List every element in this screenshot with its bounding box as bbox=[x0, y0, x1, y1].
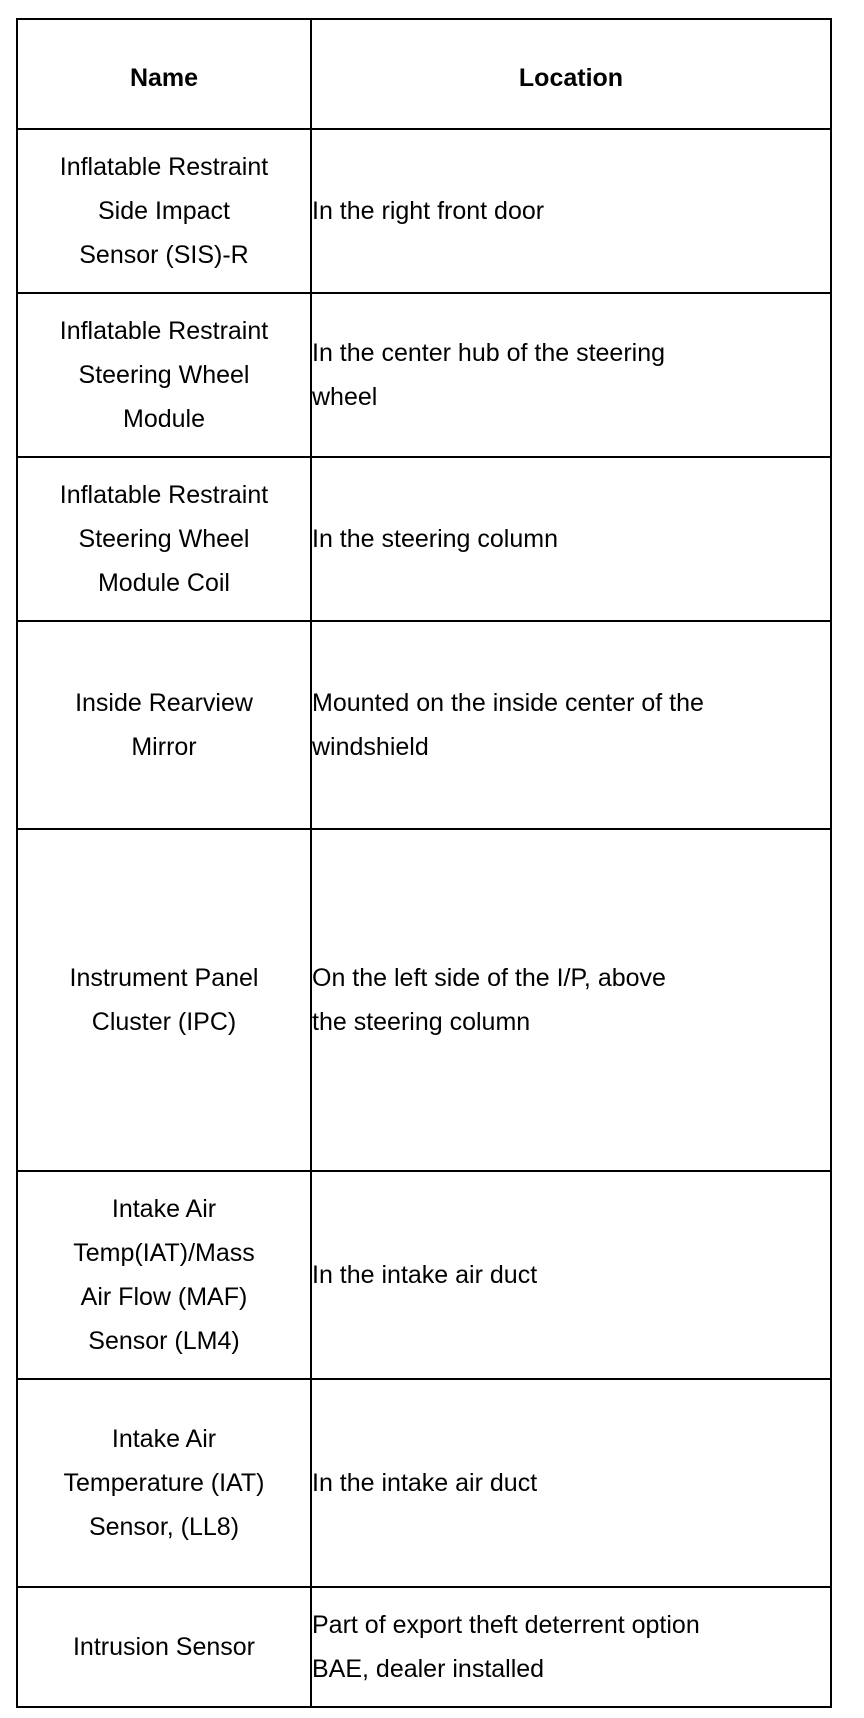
name-line: Steering Wheel bbox=[78, 525, 250, 553]
table-row bbox=[17, 1379, 831, 1587]
location-cell bbox=[311, 1171, 831, 1379]
name-cell bbox=[17, 1379, 311, 1587]
name-cell bbox=[17, 129, 311, 293]
location-cell bbox=[311, 621, 831, 829]
name-cell bbox=[17, 457, 311, 621]
component-location-table bbox=[16, 18, 832, 1708]
location-line: BAE, dealer installed bbox=[312, 1655, 545, 1683]
name-line: Intake Air bbox=[111, 1195, 217, 1223]
name-cell bbox=[17, 1587, 311, 1707]
name-line: Air Flow (MAF) bbox=[80, 1283, 248, 1311]
table-row bbox=[17, 1587, 831, 1707]
name-cell bbox=[17, 829, 311, 1171]
column-header-location: Location bbox=[311, 19, 831, 129]
name-cell bbox=[17, 1171, 311, 1379]
name-line: Intrusion Sensor bbox=[72, 1633, 256, 1661]
name-line: Inside Rearview bbox=[75, 689, 253, 717]
table-row bbox=[17, 457, 831, 621]
table-row bbox=[17, 621, 831, 829]
location-cell bbox=[311, 1379, 831, 1587]
name-line: Mirror bbox=[131, 733, 197, 761]
name-line: Temp(IAT)/Mass bbox=[73, 1239, 255, 1267]
name-cell bbox=[17, 621, 311, 829]
name-line: Steering Wheel bbox=[78, 361, 250, 389]
location-line: In the intake air duct bbox=[312, 1469, 538, 1497]
name-line: Sensor, (LL8) bbox=[88, 1513, 240, 1541]
name-line: Inflatable Restraint bbox=[59, 153, 269, 181]
location-line: Mounted on the inside center of the bbox=[312, 689, 704, 717]
location-line: wheel bbox=[312, 383, 378, 411]
location-cell bbox=[311, 829, 831, 1171]
location-line: windshield bbox=[312, 733, 429, 761]
location-line: In the steering column bbox=[312, 525, 558, 553]
table-header-row bbox=[17, 19, 831, 129]
location-line: On the left side of the I/P, above bbox=[312, 964, 666, 992]
name-line: Temperature (IAT) bbox=[63, 1469, 265, 1497]
name-cell bbox=[17, 293, 311, 457]
location-line: the steering column bbox=[312, 1008, 531, 1036]
name-line: Inflatable Restraint bbox=[59, 317, 269, 345]
name-line: Instrument Panel bbox=[69, 964, 259, 992]
location-line: In the center hub of the steering bbox=[312, 339, 666, 367]
location-line: In the intake air duct bbox=[312, 1261, 538, 1289]
name-line: Module Coil bbox=[97, 569, 230, 597]
location-line: In the right front door bbox=[312, 197, 545, 225]
name-line: Module bbox=[123, 405, 205, 433]
name-line: Side Impact bbox=[97, 197, 230, 225]
location-cell bbox=[311, 457, 831, 621]
location-cell bbox=[311, 129, 831, 293]
location-line: Part of export theft deterrent option bbox=[312, 1611, 700, 1639]
name-line: Sensor (LM4) bbox=[88, 1327, 240, 1355]
location-cell bbox=[311, 1587, 831, 1707]
location-cell bbox=[311, 293, 831, 457]
name-line: Inflatable Restraint bbox=[59, 481, 269, 509]
name-line: Intake Air bbox=[111, 1425, 217, 1453]
table-row bbox=[17, 129, 831, 293]
table-row bbox=[17, 293, 831, 457]
table-row bbox=[17, 829, 831, 1171]
column-header-name: Name bbox=[17, 19, 311, 129]
name-line: Sensor (SIS)-R bbox=[79, 241, 249, 269]
table-row bbox=[17, 1171, 831, 1379]
name-line: Cluster (IPC) bbox=[91, 1008, 237, 1036]
